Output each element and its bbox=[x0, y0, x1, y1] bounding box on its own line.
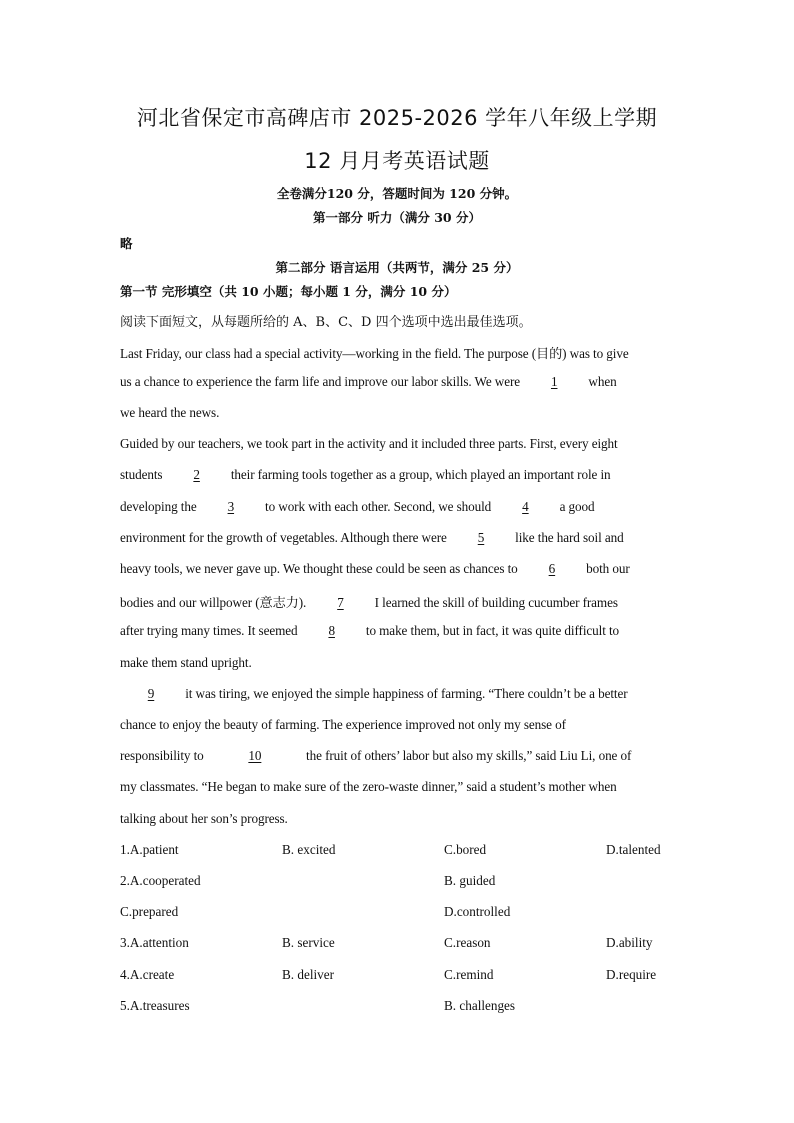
passage-text: it was tiring, we enjoyed the simple happiness of farming. “There couldn’t be a better bbox=[182, 686, 628, 701]
passage-line: Last Friday, our class had a special activity—working in the field. The purpose (目的) was to give bbox=[120, 346, 629, 361]
passage-text: their farming tools together as a group, which played an important role in bbox=[227, 467, 611, 482]
passage-text: after trying many times. It seemed bbox=[120, 623, 301, 638]
option-4d: D.require bbox=[606, 967, 657, 982]
blank-3: 3 bbox=[227, 499, 235, 514]
option-2c: C.prepared bbox=[120, 904, 179, 919]
option-4c: C.remind bbox=[444, 967, 494, 982]
option-5a: 5.A.treasures bbox=[120, 998, 190, 1013]
passage-line bbox=[120, 748, 680, 764]
passage-text: the fruit of others’ labor but also my skills,” said Liu Li, one of bbox=[302, 748, 632, 763]
option-3a: 3.A.attention bbox=[120, 935, 189, 950]
passage-line: my classmates. “He began to make sure of the zero-waste dinner,” said a student’s mother when bbox=[120, 779, 617, 794]
passage-line bbox=[120, 561, 680, 577]
passage-text: bodies and our willpower (意志力). bbox=[120, 595, 310, 610]
passage-line: chance to enjoy the beauty of farming. The experience improved not only my sense of bbox=[120, 717, 566, 732]
passage-line bbox=[120, 374, 680, 390]
passage-text: us a chance to experience the farm life and improve our labor skills. We were bbox=[120, 374, 524, 389]
blank-9: 9 bbox=[147, 686, 155, 701]
passage-line bbox=[120, 467, 680, 483]
option-3d: D.ability bbox=[606, 935, 653, 950]
passage-text: to work with each other. Second, we should bbox=[261, 499, 495, 514]
exam-subtitle: 12 月月考英语试题 bbox=[304, 149, 490, 173]
blank-10: 10 bbox=[248, 748, 262, 763]
option-1d: D.talented bbox=[606, 842, 661, 857]
passage-text: responsibility to bbox=[120, 748, 207, 763]
option-5b: B. challenges bbox=[444, 998, 516, 1013]
passage-text: students bbox=[120, 467, 166, 482]
passage-line: we heard the news. bbox=[120, 405, 220, 420]
part2-heading: 第二部分 语言运用（共两节，满分 25 分） bbox=[275, 260, 519, 275]
passage-text: a good bbox=[556, 499, 595, 514]
passage-line: make them stand upright. bbox=[120, 655, 252, 670]
passage-line: talking about her son’s progress. bbox=[120, 811, 288, 826]
passage-text: when bbox=[585, 374, 617, 389]
passage-line bbox=[120, 530, 680, 546]
option-1a: 1.A.patient bbox=[120, 842, 179, 857]
passage-text: heavy tools, we never gave up. We thought these could be seen as chances to bbox=[120, 561, 521, 576]
option-4a: 4.A.create bbox=[120, 967, 175, 982]
passage-text: to make them, but in fact, it was quite difficult to bbox=[362, 623, 620, 638]
option-1c: C.bored bbox=[444, 842, 487, 857]
option-2d: D.controlled bbox=[444, 904, 511, 919]
passage-line bbox=[120, 686, 680, 702]
blank-5: 5 bbox=[477, 530, 485, 545]
option-1b: B. excited bbox=[282, 842, 336, 857]
option-3c: C.reason bbox=[444, 935, 491, 950]
blank-6: 6 bbox=[548, 561, 556, 576]
exam-title: 河北省保定市高碑店市 2025-2026 学年八年级上学期 bbox=[136, 106, 658, 130]
passage-text: I learned the skill of building cucumber frames bbox=[371, 595, 618, 610]
blank-7: 7 bbox=[337, 595, 344, 610]
option-4b: B. deliver bbox=[282, 967, 335, 982]
passage-line bbox=[120, 499, 680, 515]
option-2a: 2.A.cooperated bbox=[120, 873, 201, 888]
passage-text: developing the bbox=[120, 499, 200, 514]
passage-text: environment for the growth of vegetables. Although there were bbox=[120, 530, 450, 545]
passage-text: like the hard soil and bbox=[511, 530, 624, 545]
option-3b: B. service bbox=[282, 935, 335, 950]
blank-1: 1 bbox=[550, 374, 558, 389]
omitted-note: 略 bbox=[120, 236, 133, 251]
part1-heading: 第一部分 听力（满分 30 分） bbox=[313, 210, 481, 225]
passage-line bbox=[120, 623, 680, 639]
section1-heading: 第一节 完形填空（共 10 小题；每小题 1 分，满分 10 分） bbox=[120, 284, 457, 299]
blank-4: 4 bbox=[522, 499, 529, 514]
passage-text: both our bbox=[582, 561, 630, 576]
instruction-text: 阅读下面短文，从每题所给的 A、B、C、D 四个选项中选出最佳选项。 bbox=[120, 315, 532, 330]
blank-2: 2 bbox=[193, 467, 200, 482]
option-2b: B. guided bbox=[444, 873, 496, 888]
passage-line: Guided by our teachers, we took part in the activity and it included three parts. First, every eight bbox=[120, 436, 618, 451]
score-time-note: 全卷满分120 分，答题时间为 120 分钟。 bbox=[276, 186, 518, 201]
passage-line bbox=[120, 592, 680, 611]
blank-8: 8 bbox=[328, 623, 335, 638]
